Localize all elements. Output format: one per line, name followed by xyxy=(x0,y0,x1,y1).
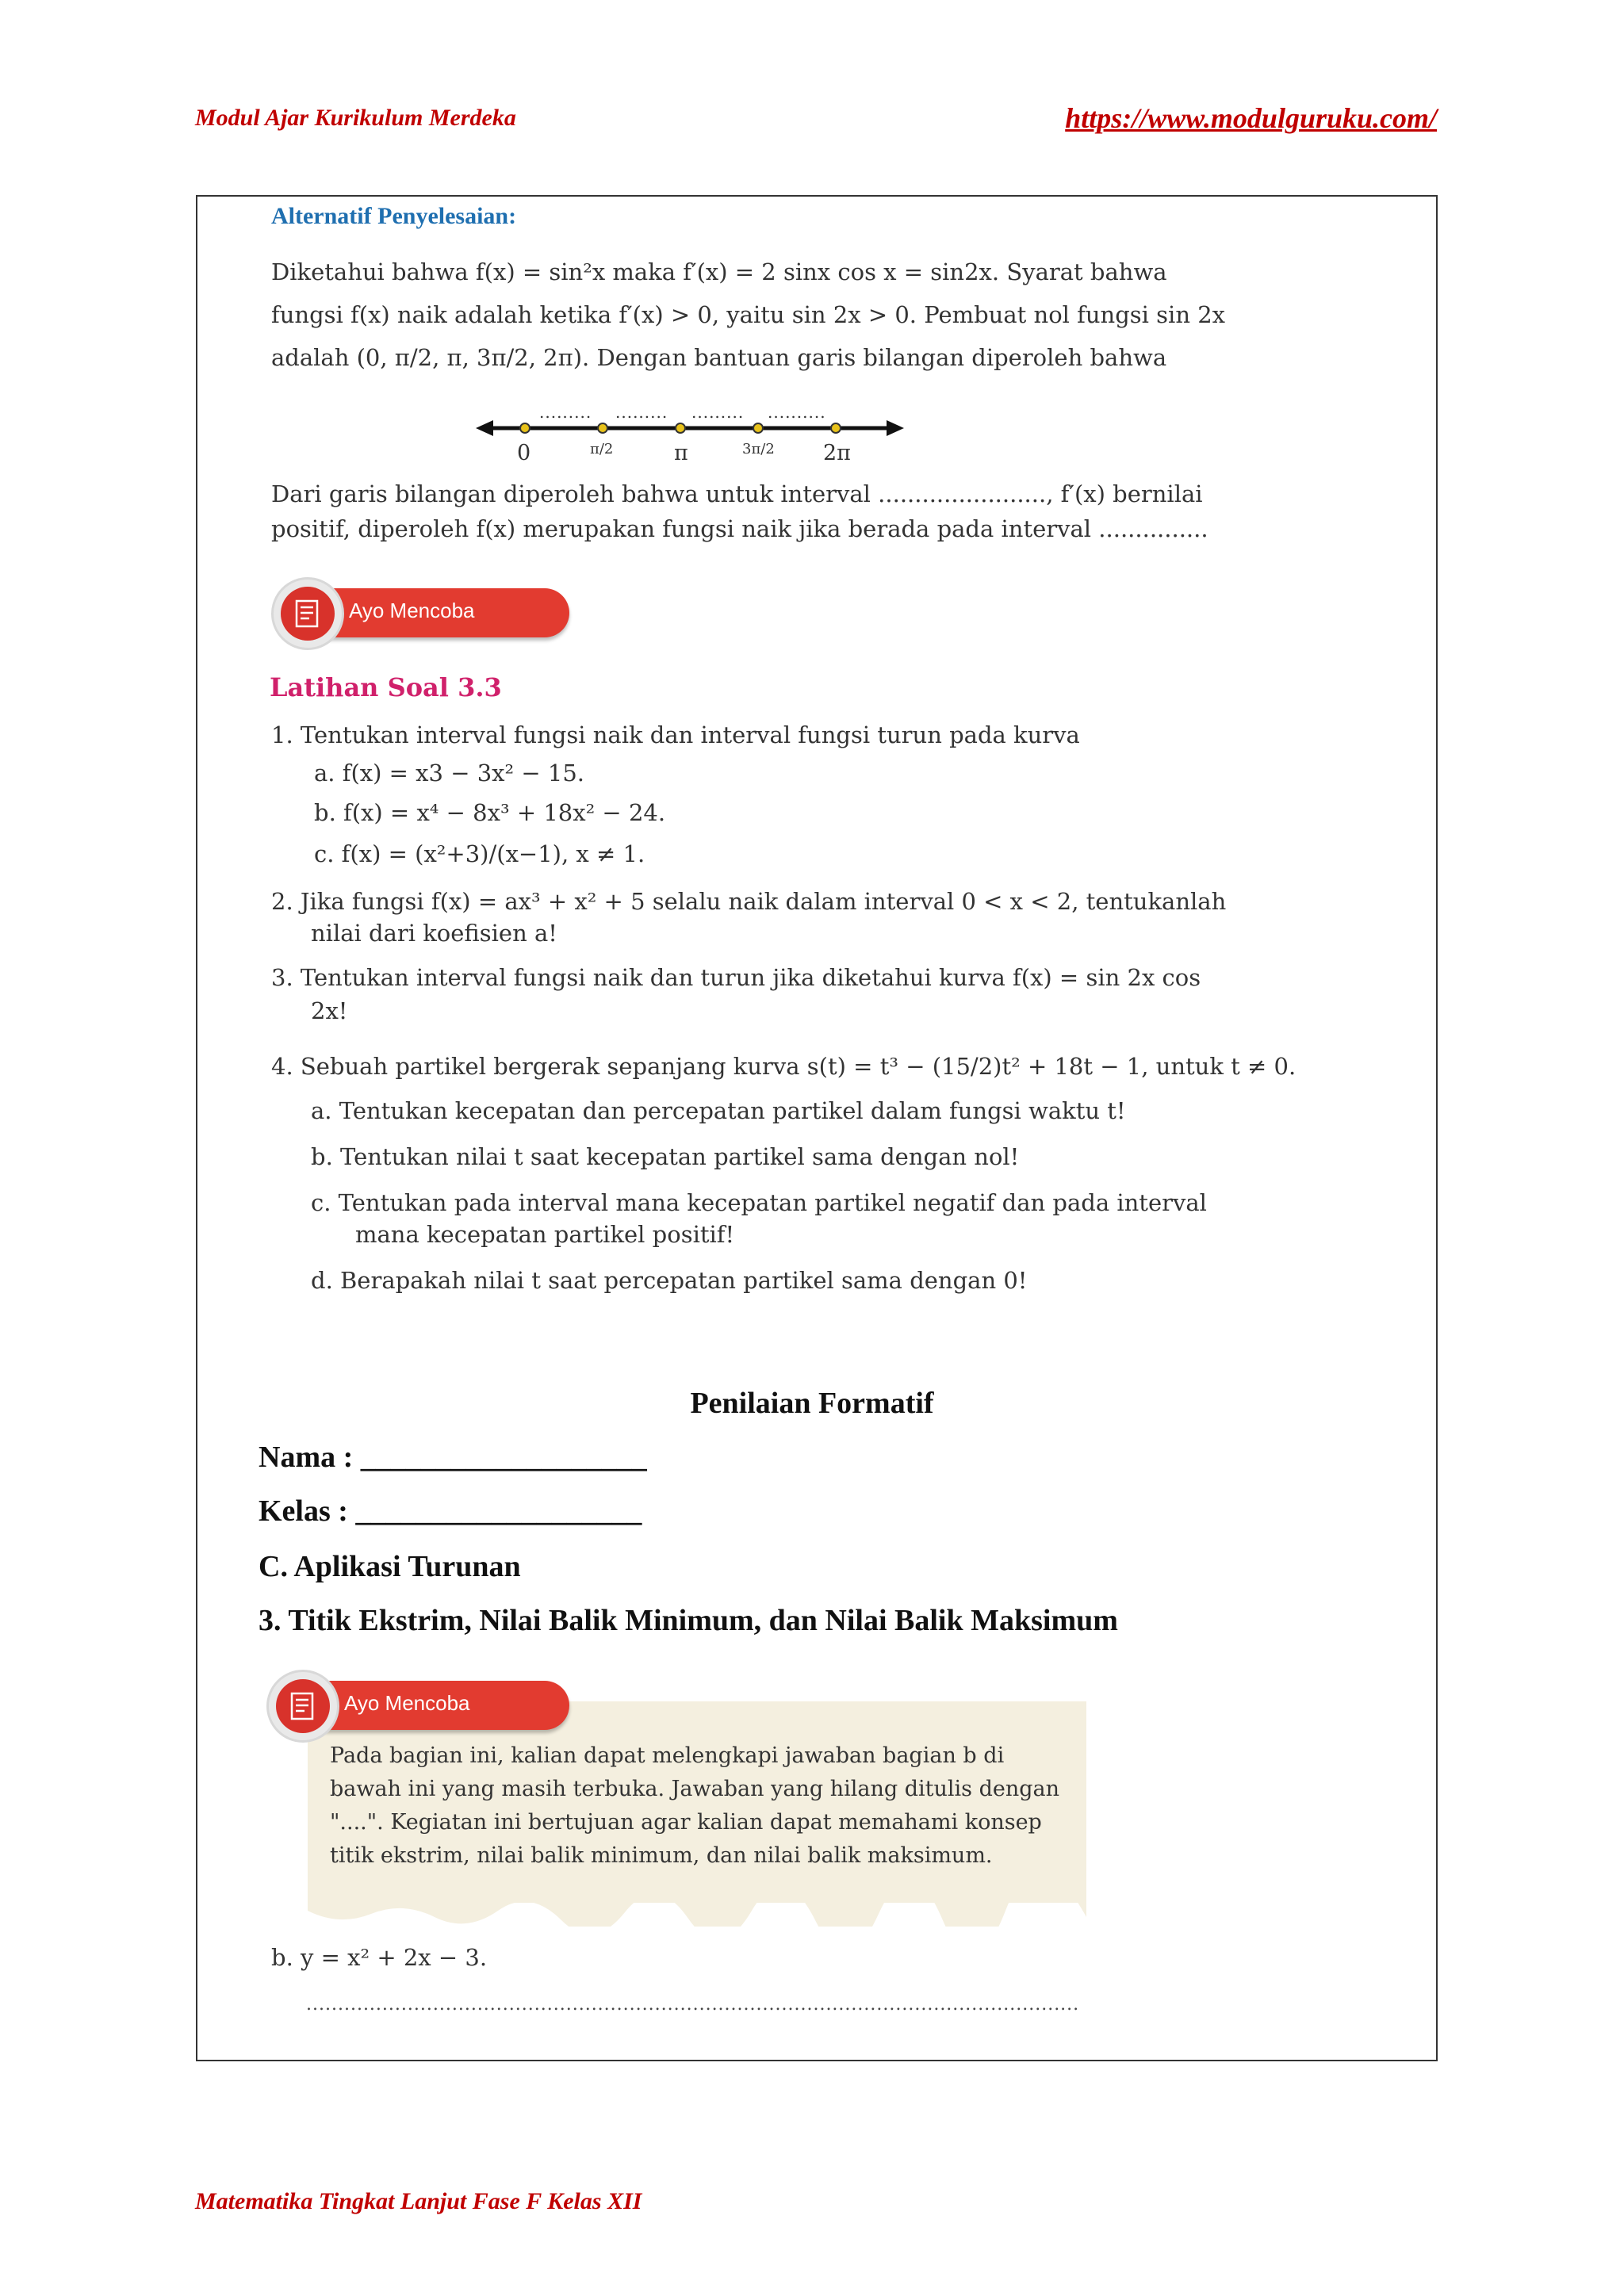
number-line-label-0: 0 xyxy=(517,441,531,465)
latihan-title: Latihan Soal 3.3 xyxy=(270,672,502,702)
number-line-point xyxy=(520,423,530,433)
nama-field[interactable]: Nama : ___________________ xyxy=(259,1441,647,1474)
question-4c-line-2: mana kecepatan partikel positif! xyxy=(355,1221,735,1248)
solution-conclusion-2: positif, diperoleh f(x) merupakan fungsi naik jika berada pada interval ............... xyxy=(271,515,1208,542)
solution-line-2: fungsi f(x) naik adalah ketika f′(x) > 0, yaitu sin 2x > 0. Pembuat nol fungsi sin 2x xyxy=(271,301,1226,328)
subsection-heading: 3. Titik Ekstrim, Nilai Balik Minimum, dan Nilai Balik Maksimum xyxy=(259,1604,1118,1637)
solution-title: Alternatif Penyelesaian: xyxy=(271,203,517,229)
number-line-point xyxy=(676,423,685,433)
question-4d: d. Berapakah nilai t saat percepatan partikel sama dengan 0! xyxy=(311,1267,1028,1294)
number-line-gap-4: .......... xyxy=(768,403,826,422)
footer-subject: Matematika Tingkat Lanjut Fase F Kelas XII xyxy=(195,2188,642,2214)
question-2-line-2: nilai dari koefisien a! xyxy=(311,920,557,947)
question-4c-line-1: c. Tentukan pada interval mana kecepatan partikel negatif dan pada interval xyxy=(311,1189,1207,1216)
question-2-line-1: 2. Jika fungsi f(x) = ax³ + x² + 5 selalu naik dalam interval 0 < x < 2, tentukanlah xyxy=(271,888,1227,915)
question-1a: a. f(x) = x3 − 3x² − 15. xyxy=(314,760,585,786)
question-1: 1. Tentukan interval fungsi naik dan interval fungsi turun pada kurva xyxy=(271,721,1080,748)
solution-line-3: adalah (0, π/2, π, 3π/2, 2π). Dengan bantuan garis bilangan diperoleh bahwa xyxy=(271,344,1167,371)
number-line-label-pi-half: π/2 xyxy=(590,441,614,457)
worksheet-icon xyxy=(289,1692,317,1720)
header-website-link[interactable]: https://www.modulguruku.com/ xyxy=(1065,102,1437,134)
solution-line-1: Diketahui bahwa f(x) = sin²x maka f′(x) = 2 sinx cos x = sin2x. Syarat bahwa xyxy=(271,258,1167,285)
worksheet-icon xyxy=(293,599,322,628)
question-4a: a. Tentukan kecepatan dan percepatan partikel dalam fungsi waktu t! xyxy=(311,1097,1126,1124)
question-4b: b. Tentukan nilai t saat kecepatan partikel sama dengan nol! xyxy=(311,1143,1020,1170)
number-line-gap-1: ......... xyxy=(539,403,592,422)
badge-label: Ayo Mencoba xyxy=(344,1691,470,1715)
badge-label: Ayo Mencoba xyxy=(349,599,475,622)
number-line-gap-2: ......... xyxy=(615,403,668,422)
number-line-label-pi: π xyxy=(674,441,688,465)
number-line-label-3pi-half: 3π/2 xyxy=(742,441,775,457)
formatif-title: Penilaian Formatif xyxy=(690,1387,934,1420)
number-line-gap-3: ......... xyxy=(691,403,745,422)
answer-dotted-line[interactable]: .......................................................................................................................... xyxy=(306,1995,1080,2015)
number-line-point xyxy=(831,423,841,433)
question-3-line-1: 3. Tentukan interval fungsi naik dan turun jika diketahui kurva f(x) = sin 2x cos xyxy=(271,964,1201,991)
question-1b: b. f(x) = x⁴ − 8x³ + 18x² − 24. xyxy=(314,799,666,826)
header-module-title: Modul Ajar Kurikulum Merdeka xyxy=(195,105,516,131)
number-line-point xyxy=(598,423,607,433)
kelas-field[interactable]: Kelas : ___________________ xyxy=(259,1494,642,1528)
torn-edge xyxy=(308,1903,1086,1934)
item-b: b. y = x² + 2x − 3. xyxy=(271,1944,488,1971)
question-1c: c. f(x) = (x²+3)/(x−1), x ≠ 1. xyxy=(314,840,645,867)
solution-conclusion-1: Dari garis bilangan diperoleh bahwa untuk interval ......................., f′(x) bernilai xyxy=(271,480,1203,507)
number-line-point xyxy=(753,423,763,433)
instruction-text: Pada bagian ini, kalian dapat melengkapi jawaban bagian b di bawah ini yang masih terbuka. Jawaban yang hilang ditulis dengan "....". Kegiatan ini bertujuan agar kalian dapat memahami konsep titik ekstrim, nilai balik minimum, dan nilai balik maksimum. xyxy=(330,1743,1059,1868)
section-heading: C. Aplikasi Turunan xyxy=(259,1550,521,1583)
number-line-label-2pi: 2π xyxy=(823,441,851,465)
question-3-line-2: 2x! xyxy=(311,997,348,1024)
question-4: 4. Sebuah partikel bergerak sepanjang kurva s(t) = t³ − (15/2)t² + 18t − 1, untuk t ≠ 0. xyxy=(271,1053,1297,1080)
